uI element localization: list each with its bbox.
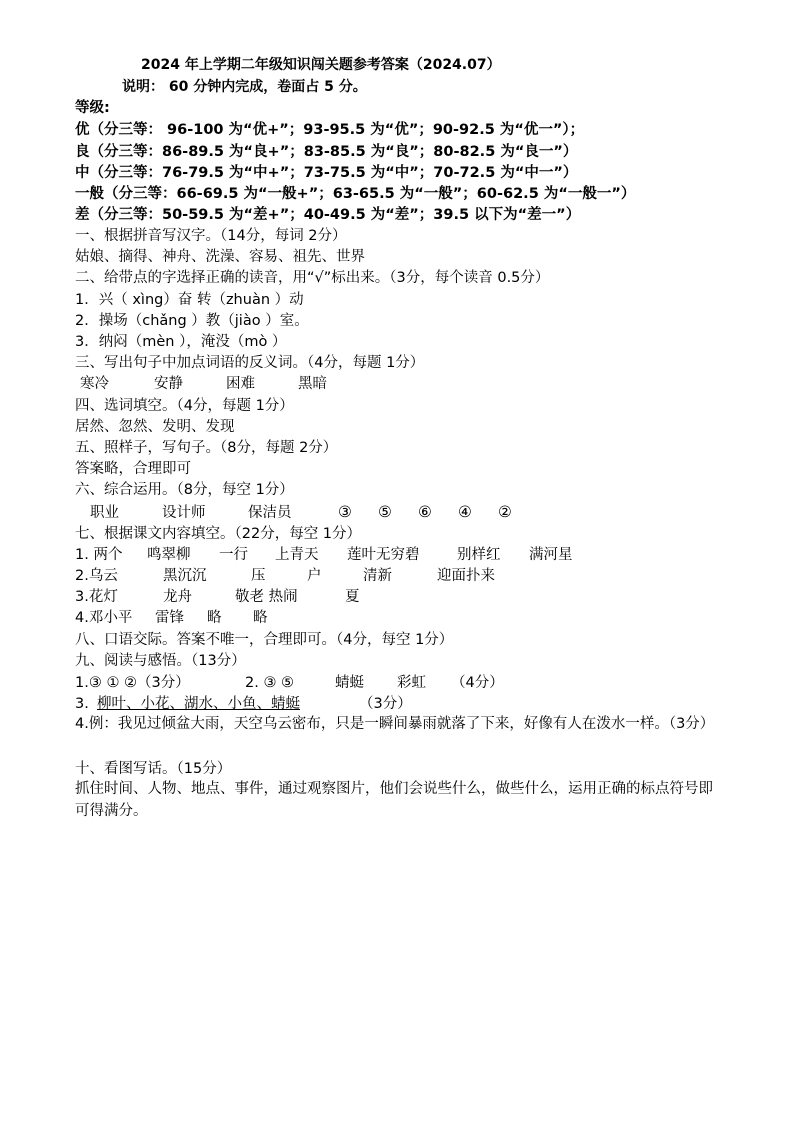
answer-item: ②: [498, 503, 512, 521]
section-5-title: 五、照样子，写句子。（8分，每题 2分）: [75, 440, 338, 456]
answer-item: 1.③ ① ②（3分）: [75, 675, 190, 691]
fill-item: 1. 两个: [75, 547, 123, 563]
section-2-answer-1: 1．兴（ xìng）奋 转（zhuàn ）动: [75, 292, 304, 308]
section-5-answer: 答案略，合理即可: [75, 461, 191, 477]
answer-item: ⑤: [378, 503, 392, 521]
section-1-answer: 姑娘、摘得、神舟、洗澡、容易、祖先、世界: [75, 249, 365, 265]
section-9-title: 九、阅读与感悟。（13分）: [75, 653, 246, 669]
answer-item: 设计师: [162, 505, 206, 521]
section-1-title: 一、根据拼音写汉字。（14分，每词 2分）: [75, 228, 347, 244]
section-9-row-2: [75, 694, 412, 714]
section-10-title: 十、看图写话。（15分）: [75, 761, 232, 777]
answer-item: 2. ③ ⑤: [245, 675, 295, 691]
answer-item: ④: [458, 503, 472, 521]
fill-item: 上青天: [275, 547, 319, 563]
document-title: 2024 年上学期二年级知识闯关题参考答案（2024.07）: [141, 57, 501, 73]
answer-number: 3.: [75, 696, 89, 712]
section-4-answer: 居然、忽然、发明、发现: [75, 419, 235, 435]
fill-item: 别样红: [457, 547, 501, 563]
grade-excellent: 优（分三等： 96-100 为“优+”；93-95.5 为“优”；90-92.5 为“优一”）；: [75, 122, 585, 138]
section-6-title: 六、综合运用。（8分，每空 1分）: [75, 482, 294, 498]
fill-item: 一行: [219, 547, 248, 563]
section-10-answer: 抓住时间、人物、地点、事件，通过观察图片，他们会说些什么，做些什么，运用正确的标点符号即可得满分。: [75, 781, 713, 819]
answer-item: 保洁员: [248, 505, 292, 521]
section-7-title: 七、根据课文内容填空。（22分，每空 1分）: [75, 526, 362, 542]
section-9-row-3: 4.例：我见过倾盆大雨，天空乌云密布，只是一瞬间暴雨就落了下来，好像有人在泼水一样。（3分）: [75, 716, 715, 732]
answer-score: （3分）: [359, 696, 412, 712]
answer-item: 困难: [226, 376, 255, 392]
grade-good: 良（分三等：86-89.5 为“良+”；83-85.5 为“良”；80-82.5 为“良一”）: [75, 144, 578, 160]
grade-fair: 一般（分三等：66-69.5 为“一般+”；63-65.5 为“一般”；60-62.5 为“一般一”）: [75, 186, 636, 202]
section-2-answer-3: 3．纳闷（mèn ），淹没（mò ）: [75, 334, 287, 350]
section-4-title: 四、选词填空。（4分，每题 1分）: [75, 398, 294, 414]
fill-item: 户: [307, 568, 322, 584]
fill-item: 敬老 热闹: [235, 589, 298, 605]
document-note: 说明： 60 分钟内完成，卷面占 5 分。: [122, 79, 367, 95]
section-3-answers: [80, 374, 327, 394]
answer-item: 蜻蜓: [335, 675, 364, 691]
fill-item: 4.邓小平: [75, 610, 133, 626]
answer-item: 黑暗: [298, 376, 327, 392]
fill-item: 略: [253, 610, 268, 626]
fill-item: 3.花灯: [75, 589, 118, 605]
fill-item: 龙舟: [163, 589, 192, 605]
answer-item: ⑥: [418, 503, 432, 521]
answer-item: 彩虹: [397, 675, 426, 691]
underlined-answer: 柳叶、小花、湖水、小鱼、蜻蜓: [97, 696, 300, 712]
fill-item: 略: [207, 610, 222, 626]
fill-item: 2.乌云: [75, 568, 118, 584]
fill-item: 清新: [363, 568, 392, 584]
section-7-row-2: [75, 566, 495, 586]
grade-poor: 差（分三等：50-59.5 为“差+”；40-49.5 为“差”；39.5 以下为“差一”）: [75, 207, 581, 223]
answer-item: 寒冷: [80, 376, 109, 392]
section-2-answer-2: 2．操场（chǎng ）教（jiào ）室。: [75, 313, 309, 329]
answer-item: 安静: [154, 376, 183, 392]
fill-item: 迎面扑来: [437, 568, 495, 584]
section-7-row-1: [75, 545, 573, 565]
fill-item: 压: [251, 568, 266, 584]
grades-heading: 等级:: [75, 100, 110, 116]
section-9-row-1: [75, 673, 504, 693]
section-7-row-3: [75, 587, 360, 607]
answer-item: ③: [338, 503, 352, 521]
section-6-answers: [90, 502, 512, 523]
section-8-title: 八、口语交际。答案不唯一，合理即可。（4分，每空 1分）: [75, 632, 454, 648]
fill-item: 夏: [345, 589, 360, 605]
answer-item: （4分）: [451, 675, 504, 691]
fill-item: 鸣翠柳: [147, 547, 191, 563]
section-3-title: 三、写出句子中加点词语的反义词。（4分，每题 1分）: [75, 355, 425, 371]
grade-medium: 中（分三等：76-79.5 为“中+”；73-75.5 为“中”；70-72.5 为“中一”）: [75, 165, 578, 181]
fill-item: 莲叶无穷碧: [347, 547, 420, 563]
section-7-row-4: [75, 608, 268, 628]
fill-item: 满河星: [529, 547, 573, 563]
section-2-title: 二、给带点的字选择正确的读音，用“√”标出来。（3分，每个读音 0.5分）: [75, 270, 550, 286]
fill-item: 雷锋: [155, 610, 184, 626]
fill-item: 黑沉沉: [163, 568, 207, 584]
answer-item: 职业: [90, 505, 119, 521]
